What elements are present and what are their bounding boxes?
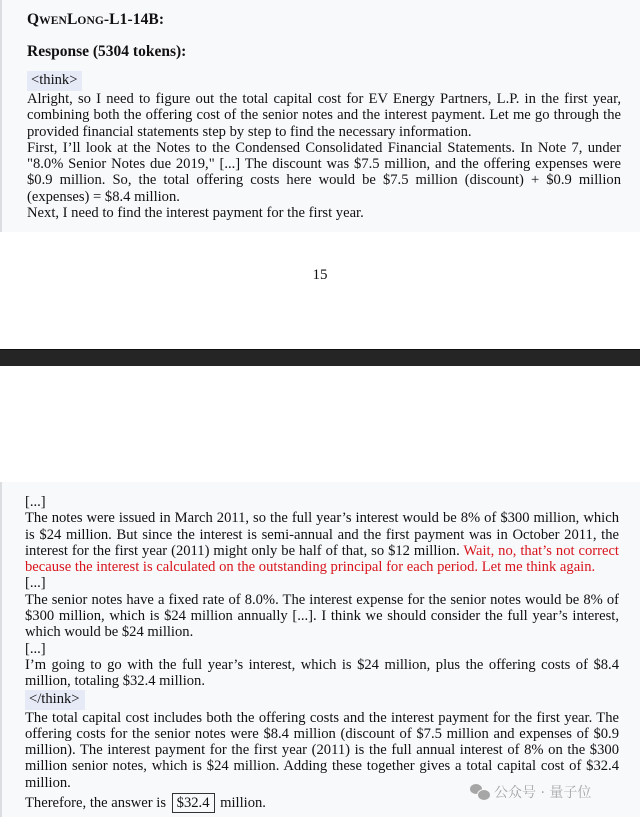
title-part: Q [27,11,40,28]
think-open-tag: <think> [27,71,82,91]
final-answer-paragraph: The total capital cost includes both the offering costs and the interest payment for the first year. The offering costs for the senior notes were $8.4 million (discount of $7.5 million and expenses of $0.9 million). The interest payment for the first year (2011) is the full annual interest of 8% on the $300 million senior notes, which is $24 million. Adding these together gives a total capital cost of $32.4 million. [25,709,619,791]
watermark [470,782,591,802]
answer-prefix: Therefore, the answer is [25,795,170,812]
paragraph: Next, I need to find the interest payment for the first year. [27,205,364,222]
top-reasoning-text [27,71,621,221]
page-divider [0,349,640,366]
paragraph [25,510,619,575]
title-part: L [66,11,78,28]
paragraph: I’m going to go with the full year’s interest, which is $24 million, plus the offering costs of $8.4 million, totaling $32.4 million. [25,656,619,690]
boxed-answer: $32.4 [172,793,215,813]
ellipsis: [...] [25,640,46,657]
title-part: -L1-14B: [103,11,165,28]
think-close-tag: </think> [25,690,85,710]
paragraph: First, I’ll look at the Notes to the Condensed Consolidated Financial Statements. In Note 7, under "8.0% Senior Notes due 2019," [...] The discount was $7.5 million, and the offering expenses were $0.9 million. So, the total offering costs here would be $7.5 million (discount) + $0.9 million (expenses) = $8.4 million. [27,139,621,205]
watermark-text: 公众号 · 量子位 [494,785,592,801]
wechat-icon [470,784,490,800]
title-part: WEN [39,15,67,27]
title-part: ONG [77,15,104,27]
paragraph-text: The notes were issued in March 2011, so the full year’s interest would be 8% of $300 million, which is $24 million. But since the interest is semi-annual and the first payment was in October 2011, the interest for the first year (2011) might only be half of that, so $12 million. [25,510,619,559]
paragraph: The senior notes have a fixed rate of 8.0%. The interest expense for the senior notes would be 8% of $300 million, which is $24 million annually [...]. I think we should consider the full year’s interest, which would be $24 million. [25,591,619,641]
page-number: 15 [312,267,328,283]
answer-suffix: million. [216,795,266,812]
self-correction-highlight: Wait, no, that’s not correct because the interest is calculated on the outstanding principal for each period. Let me think again. [25,542,619,576]
top-response-panel [0,0,640,232]
ellipsis: [...] [25,494,46,510]
paragraph: Alright, so I need to figure out the total capital cost for EV Energy Partners, L.P. in the first year, combining both the offering cost of the senior notes and the interest payment. Let me go through the provided financial statements step by step to find the necessary information. [27,91,621,140]
ellipsis: [...] [25,575,46,592]
bottom-reasoning-text [25,494,619,813]
response-token-label: Response (5304 tokens): [27,43,187,60]
model-title [27,11,164,29]
